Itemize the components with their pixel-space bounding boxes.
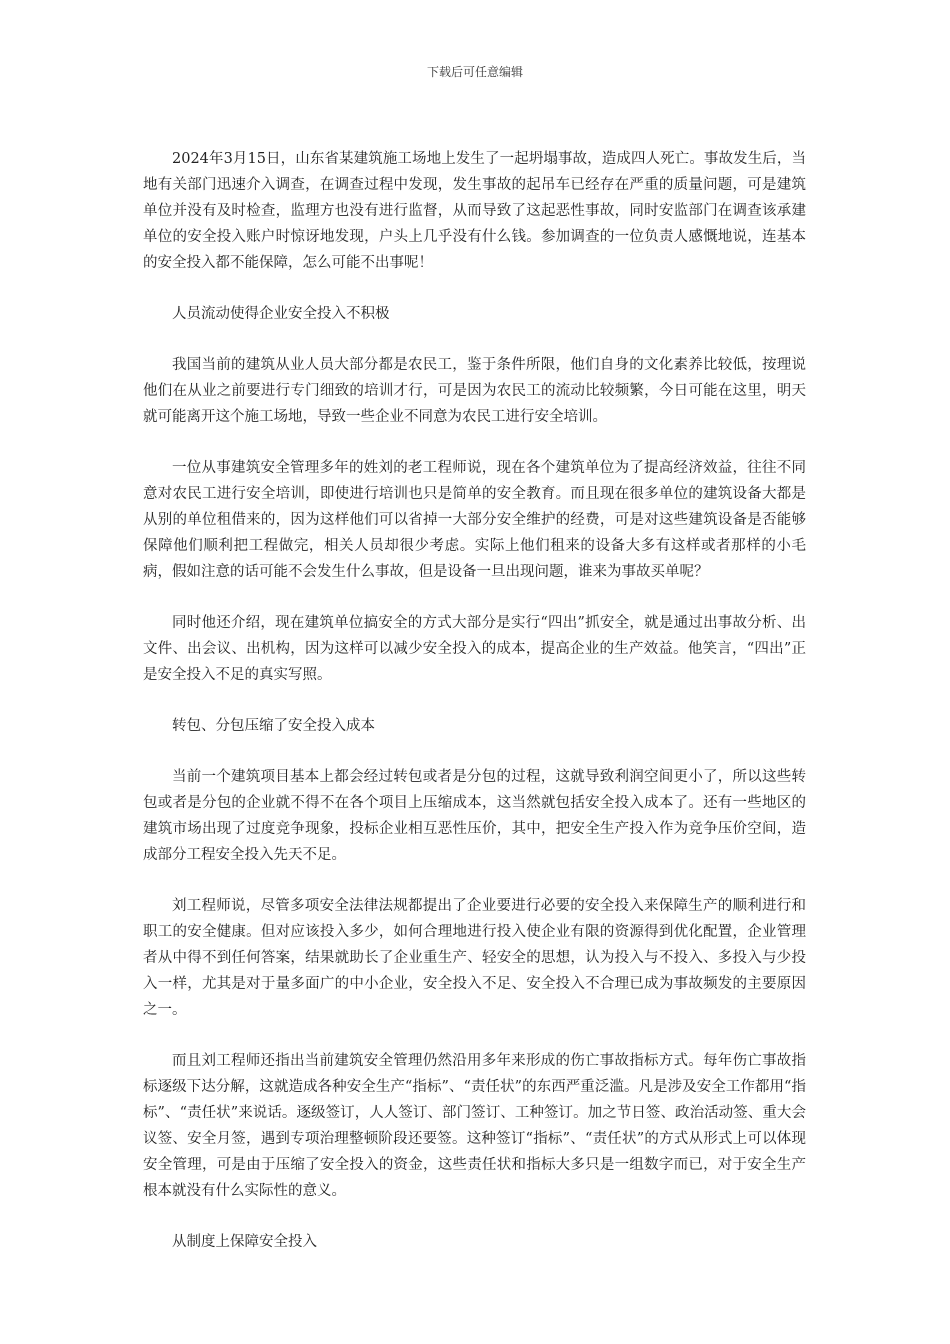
paragraph-indicators: 而且刘工程师还指出当前建筑安全管理仍然沿用多年来形成的伤亡事故指标方式。每年伤亡事故指标逐级下达分解，这就造成各种安全生产“指标”、“责任状”的东西严重泛滥。凡是涉及安全工作都用“指标”、“责任状”来说话。逐级签订，人人签订、部门签订、工种签订。加之节日签、政治活动签、重大会议签、安全月签，遇到专项治理整顿阶段还要签。这种签订“指标”、“责任状”的方式从形式上可以体现安全管理，可是由于压缩了安全投入的资金，这些责任状和指标大多只是一组数字而已，对于安全生产根本就没有什么实际性的意义。 — [143, 1053, 806, 1199]
paragraph-accident-report: 2024年3月15日，山东省某建筑施工场地上发生了一起坍塌事故，造成四人死亡。事故发生后，当地有关部门迅速介入调查，在调查过程中发现，发生事故的起吊车已经存在严重的质量问题，可是建筑单位并没有及时检查，监理方也没有进行监督，从而导致了这起恶性事故，同时安监部门在调查该承建单位的安全投入账户时惊讶地发现，户头上几乎没有什么钱。参加调查的一位负责人感慨地说，连基本的安全投入都不能保障，怎么可能不出事呢！ — [143, 151, 806, 271]
paragraph-subcontract-costs: 当前一个建筑项目基本上都会经过转包或者是分包的过程，这就导致利润空间更小了，所以这些转包或者是分包的企业就不得不在各个项目上压缩成本，这当然就包括安全投入成本了。还有一些地区的建筑市场出现了过度竞争现象，投标企业相互恶性压价，其中，把安全生产投入作为竞争压价空间，造成部分工程安全投入先天不足。 — [143, 769, 806, 863]
page-header: 下载后可任意编辑 — [426, 65, 523, 79]
paragraph-migrant-workers: 我国当前的建筑从业人员大部分都是农民工，鉴于条件所限，他们自身的文化素养比较低，按理说他们在从业之前要进行专门细致的培训才行，可是因为农民工的流动比较频繁，今日可能在这里，明天就可能离开这个施工场地，导致一些企业不同意为农民工进行安全培训。 — [143, 357, 806, 425]
article-body — [143, 146, 806, 1255]
paragraph-regulations: 刘工程师说，尽管多项安全法律法规都提出了企业要进行必要的安全投入来保障生产的顺利进行和职工的安全健康。但对应该投入多少，如何合理地进行投入使企业有限的资源得到优化配置，企业管理者从中得不到任何答案，结果就助长了企业重生产、轻安全的思想，认为投入与不投入、多投入与少投入一样，尤其是对于量多面广的中小企业，安全投入不足、安全投入不合理已成为事故频发的主要原因之一。 — [143, 898, 806, 1018]
section-heading-subcontracting: 转包、分包压缩了安全投入成本 — [172, 718, 375, 734]
section-heading-institutional: 从制度上保障安全投入 — [172, 1234, 317, 1250]
paragraph-four-outs: 同时他还介绍，现在建筑单位搞安全的方式大部分是实行“四出”抓安全，就是通过出事故分析、出文件、出会议、出机构，因为这样可以减少安全投入的成本，提高企业的生产效益。他笑言，“四出”正是安全投入不足的真实写照。 — [143, 615, 806, 683]
paragraph-engineer-liu: 一位从事建筑安全管理多年的姓刘的老工程师说，现在各个建筑单位为了提高经济效益，往往不同意对农民工进行安全培训，即使进行培训也只是简单的安全教育。而且现在很多单位的建筑设备大都是从别的单位租借来的，因为这样他们可以省掉一大部分安全维护的经费，可是对这些建筑设备是否能够保障他们顺利把工程做完，相关人员却很少考虑。实际上他们租来的设备大多有这样或者那样的小毛病，假如注意的话可能不会发生什么事故，但是设备一旦出现问题，谁来为事故买单呢？ — [143, 460, 806, 580]
section-heading-personnel-flow: 人员流动使得企业安全投入不积极 — [172, 306, 390, 322]
